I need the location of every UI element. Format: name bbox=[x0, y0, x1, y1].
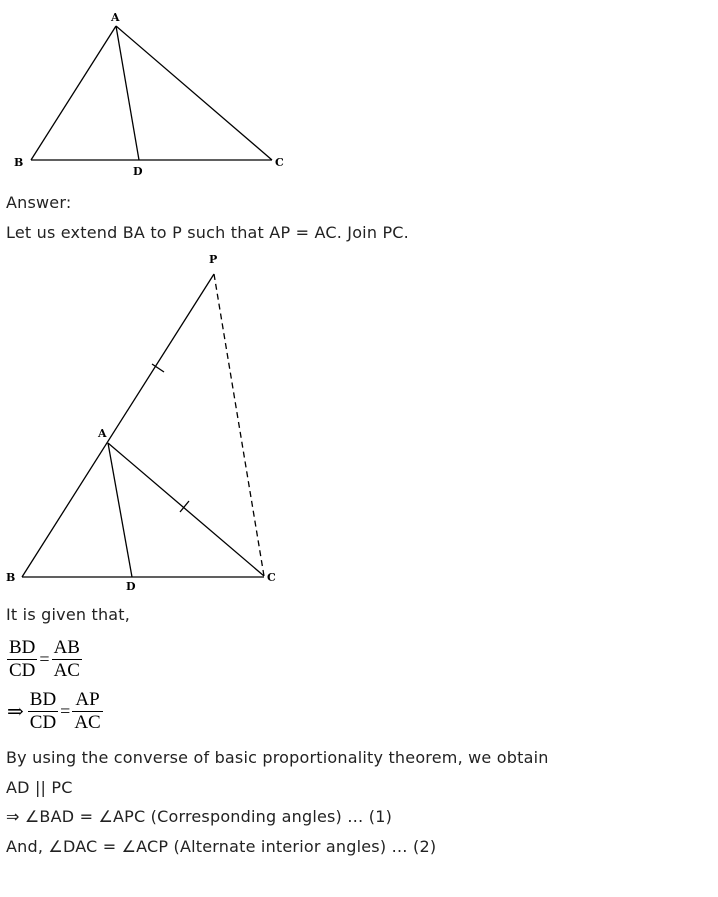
fraction-ab-ac bbox=[52, 637, 82, 682]
vertex-label-a: A bbox=[98, 427, 107, 440]
step-2: And, ∠DAC = ∠ACP (Alternate interior angles) … (2) bbox=[6, 837, 437, 856]
fraction-bd-cd bbox=[28, 689, 58, 734]
implies-arrow: ⇒ bbox=[7, 701, 24, 723]
denominator: AC bbox=[74, 712, 101, 733]
equals-sign: = bbox=[60, 701, 71, 721]
vertex-label-c: C bbox=[275, 156, 284, 169]
vertex-label-a: A bbox=[111, 11, 120, 24]
vertex-label-d: D bbox=[133, 165, 143, 178]
triangle-figure-1 bbox=[0, 0, 718, 190]
numerator: BD bbox=[29, 689, 57, 710]
fraction-bd-cd bbox=[7, 637, 37, 682]
segment-bp bbox=[22, 274, 214, 577]
segment-ad bbox=[116, 26, 139, 160]
vertex-label-b: B bbox=[14, 156, 24, 169]
equals-sign: = bbox=[39, 649, 50, 669]
vertex-label-p: P bbox=[209, 253, 218, 266]
segment-ac bbox=[116, 26, 272, 160]
denominator: AC bbox=[53, 660, 80, 681]
equation-2 bbox=[7, 689, 103, 734]
denominator: CD bbox=[29, 712, 57, 733]
construction-text: Let us extend BA to P such that AP = AC. Join PC. bbox=[6, 223, 409, 242]
answer-label: Answer: bbox=[6, 193, 72, 212]
fraction-ap-ac bbox=[72, 689, 102, 734]
converse-text: By using the converse of basic proportionality theorem, we obtain bbox=[6, 748, 549, 767]
equation-1 bbox=[7, 637, 82, 682]
step-1: ⇒ ∠BAD = ∠APC (Corresponding angles) … (1) bbox=[6, 807, 393, 826]
parallel-statement: AD || PC bbox=[6, 778, 73, 797]
segment-ab bbox=[31, 26, 116, 160]
numerator: AB bbox=[53, 637, 80, 658]
given-text: It is given that, bbox=[6, 605, 131, 624]
triangle-figure-2 bbox=[0, 250, 718, 590]
numerator: AP bbox=[75, 689, 100, 710]
segment-pc-dashed bbox=[214, 274, 264, 576]
numerator: BD bbox=[9, 637, 36, 658]
denominator: CD bbox=[9, 660, 36, 681]
vertex-label-c: C bbox=[267, 571, 276, 584]
vertex-label-d: D bbox=[126, 580, 136, 590]
segment-ac bbox=[108, 443, 264, 576]
vertex-label-b: B bbox=[6, 571, 16, 584]
segment-ad bbox=[108, 443, 132, 577]
